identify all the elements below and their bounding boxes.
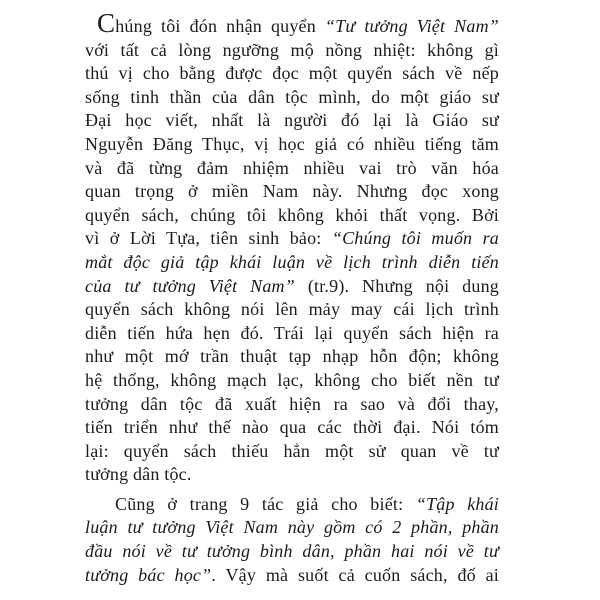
body-text: Nguyễn Đăng Thục, vị học giả có nhiều tiếng tăm: [85, 133, 499, 154]
text-line: [85, 180, 499, 204]
body-text: quyển sách, chúng tôi không khỏi thất vọng. Bởi: [85, 204, 499, 225]
body-text: (tr.9). Nhưng nội dung: [294, 275, 499, 296]
text-line: [85, 62, 499, 86]
quoted-italic-text: “Chúng tôi muốn ra: [331, 228, 499, 249]
body-text: lại: quyển sách thiếu hẳn một sử quan về tư: [85, 440, 499, 461]
text-line: [85, 227, 499, 251]
body-text: và đã từng đảm nhiệm nhiều vai trò văn hóa: [85, 157, 499, 178]
text-line: [85, 322, 499, 346]
quoted-italic-text: đầu nói về tư tưởng bình dân, phần hai nói về tư: [85, 541, 499, 562]
body-text: húng tôi đón nhận quyển: [115, 16, 325, 36]
text-line: [85, 564, 499, 588]
body-text: Cũng ở trang 9 tác giả cho biết:: [115, 493, 416, 514]
text-line: [85, 416, 499, 440]
text-line: [85, 393, 499, 417]
text-line: [85, 204, 499, 228]
text-line: [85, 8, 500, 39]
quoted-italic-text: “Tập khái: [415, 493, 500, 514]
text-line: [85, 251, 499, 275]
page-text: [85, 8, 500, 587]
body-text: như một mớ trần thuật tạp nhạp hỗn độn; không: [85, 346, 499, 367]
body-text: sống tinh thần của dân tộc mình, do một giáo sư: [85, 86, 499, 107]
quoted-italic-text: tưởng bác học”: [85, 564, 212, 585]
quoted-italic-text: mắt độc giả tập khái luận về lịch trình diễn tiến: [85, 251, 499, 272]
body-text: thú vị cho bằng được đọc một quyển sách về nếp: [85, 63, 499, 84]
text-line: [85, 298, 499, 322]
text-line: [85, 275, 499, 299]
text-line: [85, 369, 499, 393]
body-text: tưởng dân tộc đã xuất hiện ra sao và đổi thay,: [85, 393, 499, 414]
body-text: quan trọng ở miền Nam này. Nhưng đọc xong: [85, 181, 499, 202]
body-text: diễn tiến hứa hẹn đó. Trái lại quyển sách hiện ra: [85, 322, 499, 343]
body-text: . Vậy mà suốt cả cuốn sách, đố ai: [211, 564, 500, 585]
text-line: [85, 133, 499, 157]
body-text: tiến triển như thế nào qua các thời đại. Nói tóm: [85, 417, 499, 438]
text-line: [85, 516, 499, 540]
paragraph: [85, 8, 500, 487]
quoted-italic-text: “Tư tưởng Việt Nam”: [324, 16, 500, 36]
body-text: hệ thống, không mạch lạc, không cho biết nền tư: [85, 369, 499, 390]
body-text: với tất cả lòng ngưỡng mộ nồng nhiệt: không gì: [85, 39, 499, 60]
text-line: [85, 463, 499, 487]
quoted-italic-text: luận tư tưởng Việt Nam này gồm có 2 phần, phần: [85, 517, 499, 538]
text-line: [85, 540, 499, 564]
text-line: [85, 345, 499, 369]
text-line: [85, 440, 499, 464]
paragraph: [85, 493, 499, 587]
text-line: [85, 86, 499, 110]
body-text: Đại học viết, nhất là người đó lại là Giáo sư: [85, 110, 499, 131]
text-line: [85, 39, 499, 63]
body-text: vì ở Lời Tựa, tiên sinh bảo:: [85, 228, 332, 249]
text-line: [85, 157, 499, 181]
body-text: quyển sách không nói lên mảy may cái lịch trình: [85, 299, 499, 320]
text-line: [85, 493, 499, 517]
body-text: tưởng dân tộc.: [85, 464, 192, 485]
text-line: [85, 109, 499, 133]
quoted-italic-text: của tư tưởng Việt Nam”: [85, 275, 295, 296]
paragraph-initial-cap: C: [97, 8, 116, 38]
